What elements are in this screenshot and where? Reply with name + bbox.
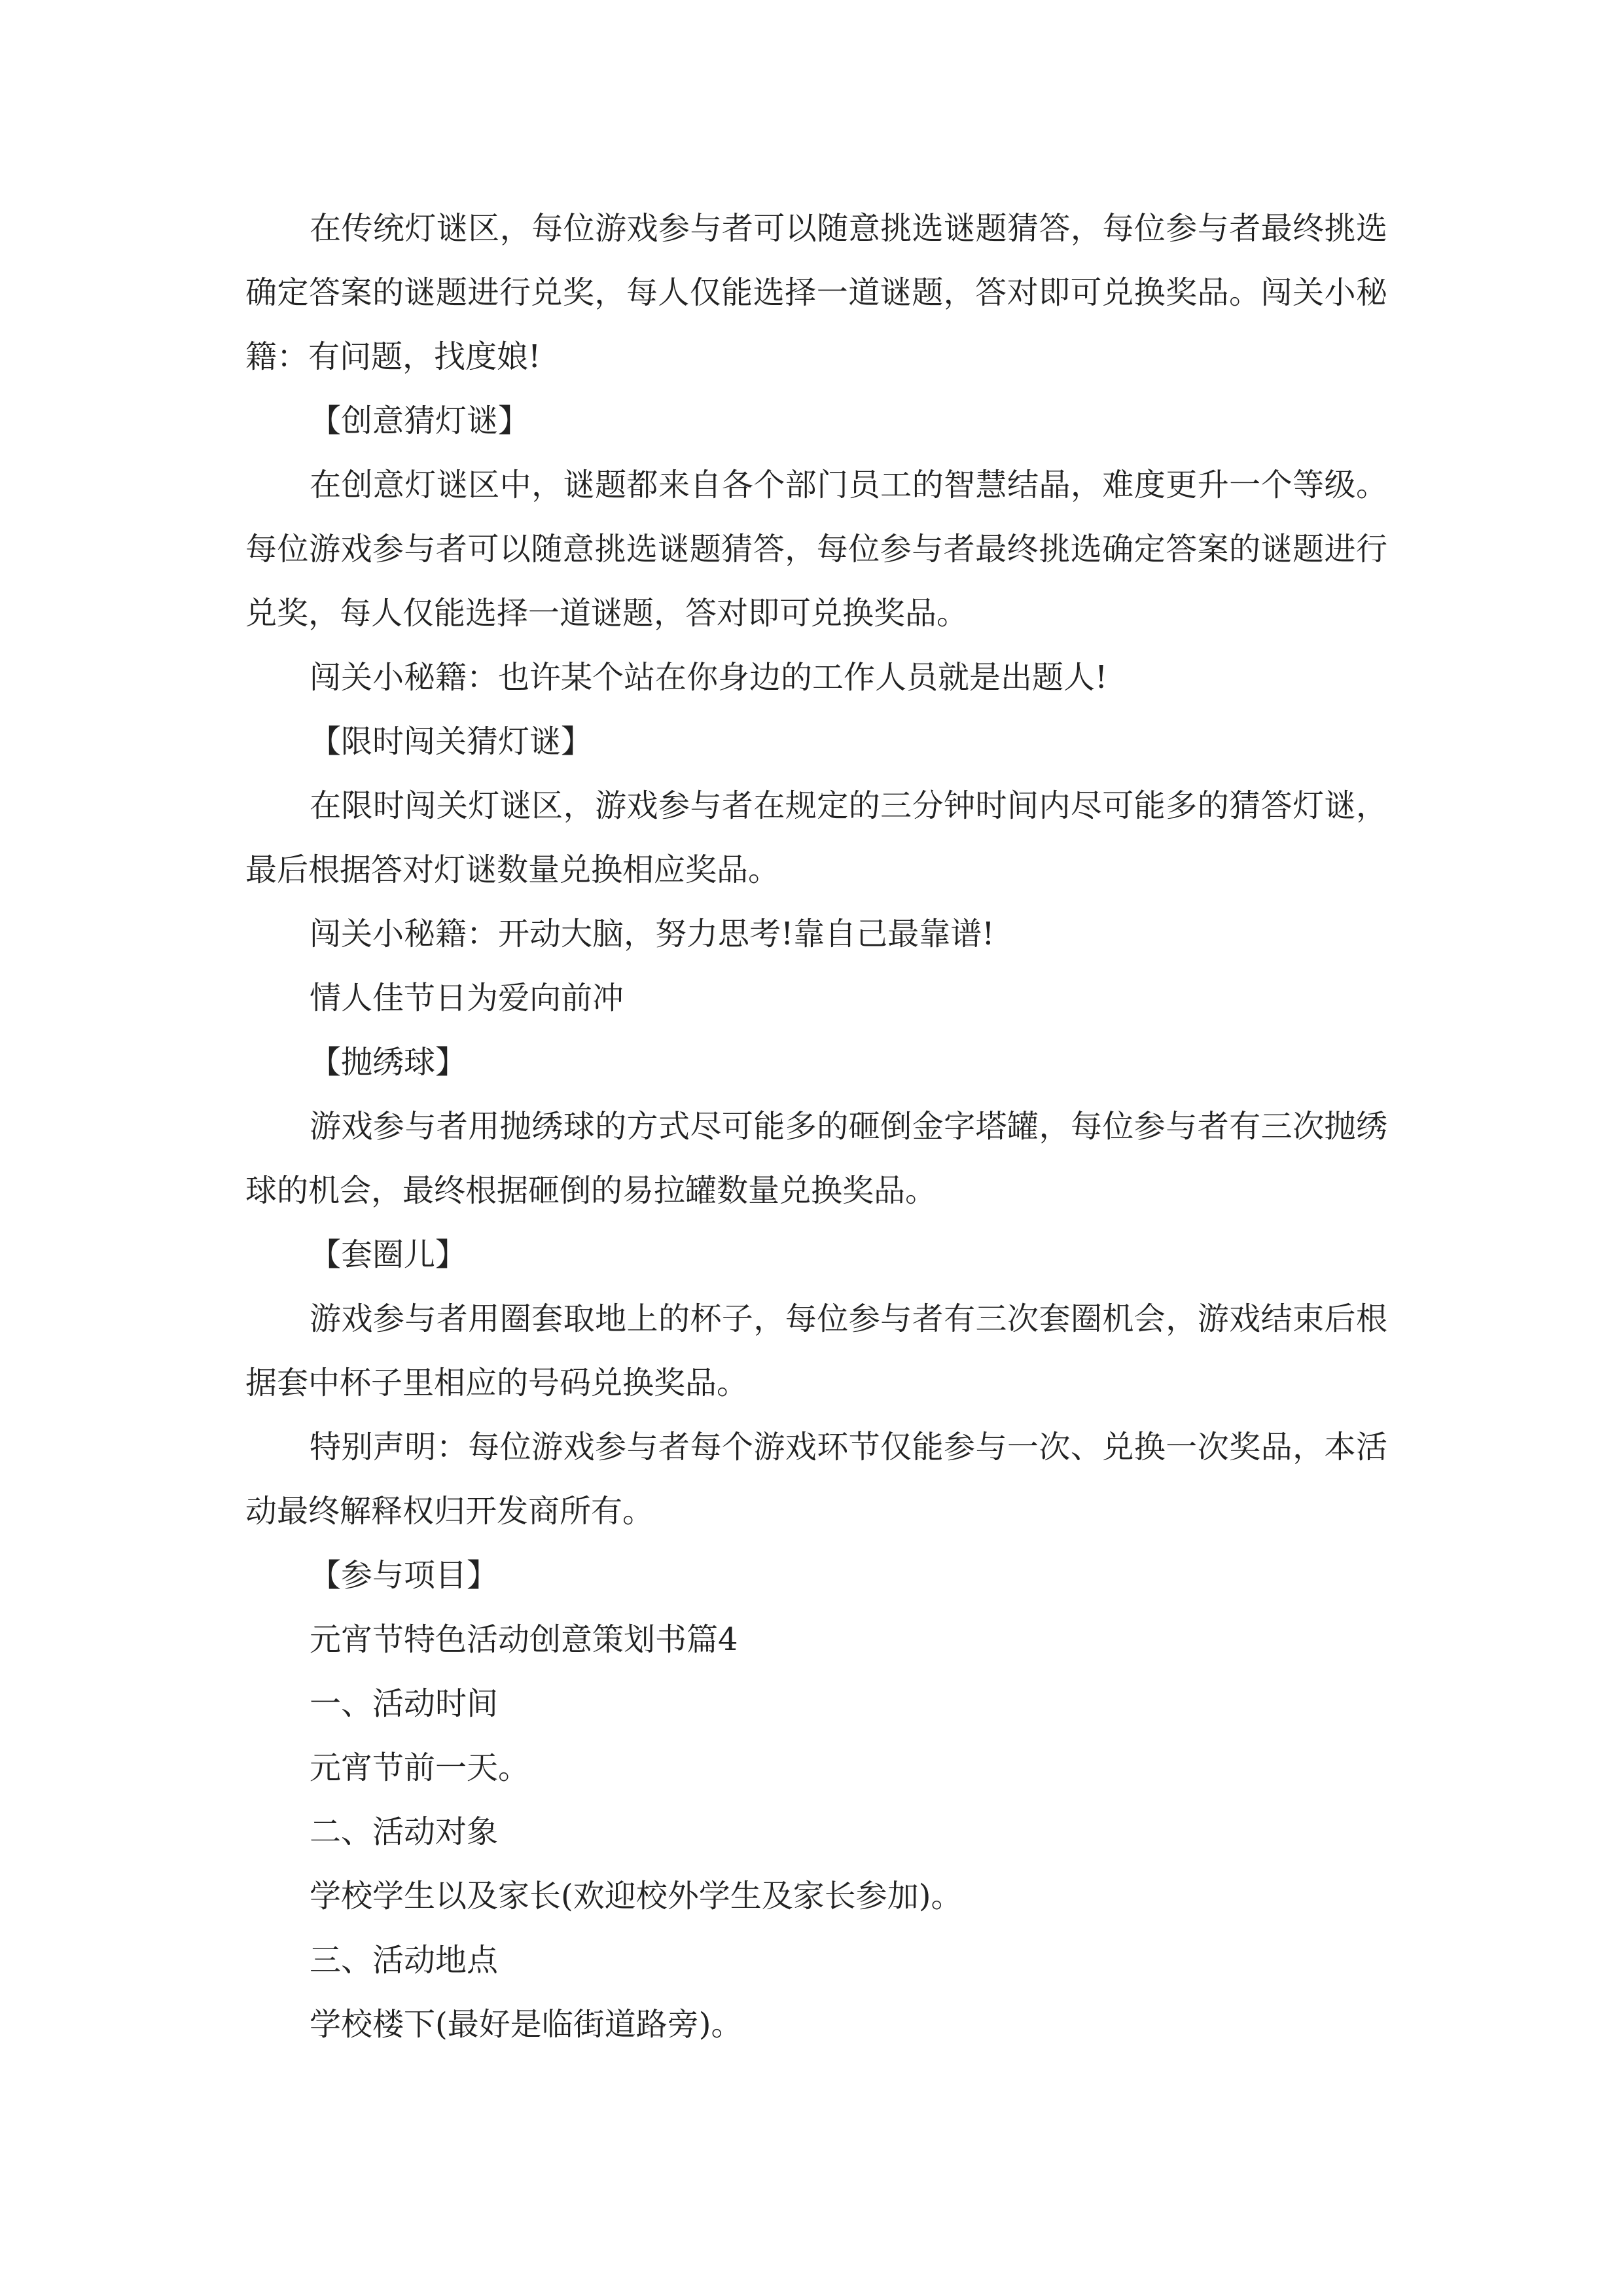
paragraph-creative-riddles: 在创意灯谜区中，谜题都来自各个部门员工的智慧结晶，难度更升一个等级。每位游戏参与者可以随意挑选谜题猜答，每位参与者最终挑选确定答案的谜题进行兑奖，每人仅能选择一道谜题，答对即可兑换奖品。 xyxy=(245,467,1387,632)
paragraph-section-time: 一、活动时间 xyxy=(310,1685,499,1722)
paragraph-section-location: 三、活动地点 xyxy=(310,1942,499,1979)
paragraph-valentine: 情人佳节日为爱向前冲 xyxy=(310,980,624,1016)
paragraph-timed-tip: 闯关小秘籍：开动大脑，努力思考!靠自己最靠谱! xyxy=(310,916,995,952)
paragraph-audience-value: 学校学生以及家长(欢迎校外学生及家长参加)。 xyxy=(310,1878,963,1914)
paragraph-special-notice: 特别声明：每位游戏参与者每个游戏环节仅能参与一次、兑换一次奖品，本活动最终解释权归开发商所有。 xyxy=(245,1429,1387,1530)
paragraph-section-audience: 二、活动对象 xyxy=(310,1814,499,1850)
heading-creative-riddles: 【创意猜灯谜】 xyxy=(310,403,530,439)
paragraph-location-value: 学校楼下(最好是临街道路旁)。 xyxy=(310,2006,743,2043)
heading-throw-ball: 【抛绣球】 xyxy=(310,1044,467,1081)
paragraph-time-value: 元宵节前一天。 xyxy=(310,1749,530,1786)
heading-ring-toss: 【套圈儿】 xyxy=(310,1236,467,1273)
paragraph-plan-title: 元宵节特色活动创意策划书篇4 xyxy=(310,1621,738,1658)
heading-timed-riddles: 【限时闯关猜灯谜】 xyxy=(310,723,593,760)
document-body xyxy=(245,196,1387,2056)
paragraph-creative-tip: 闯关小秘籍：也许某个站在你身边的工作人员就是出题人! xyxy=(310,659,1108,696)
paragraph-timed-riddles: 在限时闯关灯谜区，游戏参与者在规定的三分钟时间内尽可能多的猜答灯谜，最后根据答对灯谜数量兑换相应奖品。 xyxy=(245,787,1387,888)
heading-participation: 【参与项目】 xyxy=(310,1557,499,1594)
paragraph-ring-toss: 游戏参与者用圈套取地上的杯子，每位参与者有三次套圈机会，游戏结束后根据套中杯子里相应的号码兑换奖品。 xyxy=(245,1300,1387,1401)
paragraph-traditional-riddles: 在传统灯谜区，每位游戏参与者可以随意挑选谜题猜答，每位参与者最终挑选确定答案的谜题进行兑奖，每人仅能选择一道谜题，答对即可兑换奖品。闯关小秘籍：有问题，找度娘! xyxy=(245,210,1387,375)
paragraph-throw-ball: 游戏参与者用抛绣球的方式尽可能多的砸倒金字塔罐，每位参与者有三次抛绣球的机会，最终根据砸倒的易拉罐数量兑换奖品。 xyxy=(245,1108,1387,1209)
